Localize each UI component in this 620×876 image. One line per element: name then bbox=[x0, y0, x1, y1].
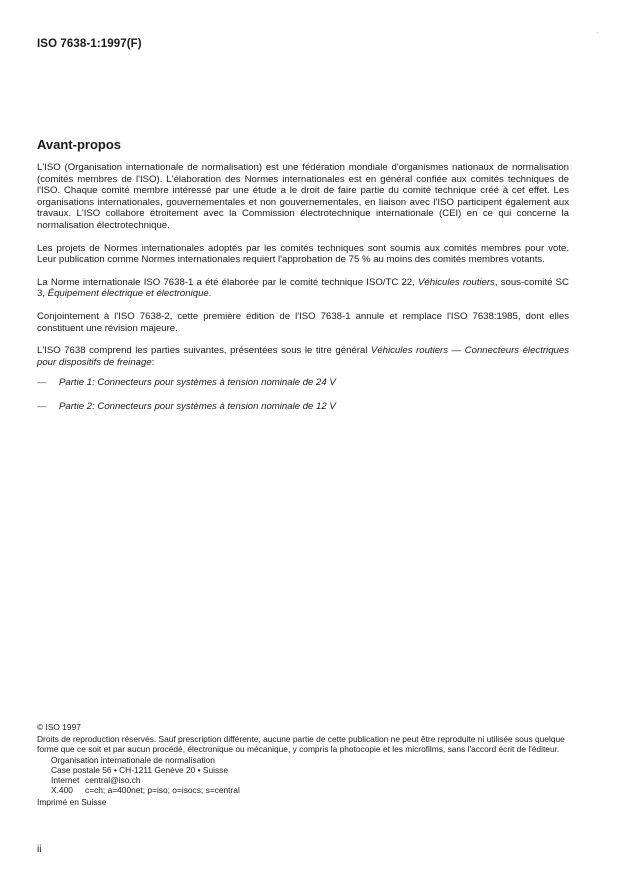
x400-row bbox=[51, 785, 577, 795]
organization-name: Organisation internationale de normalisation bbox=[51, 755, 215, 765]
rights-statement: Droits de reproduction réservés. Sauf prescription différente, aucune partie de cette publication ne peut être reproduite ni utilisée sous quelque forme que ce soit et par aucun procédé, électronique ou mécanique, y compris la photocopie et les microfilms, sans l'accord écrit de l'éditeur. bbox=[37, 734, 565, 754]
part-list-item bbox=[37, 401, 569, 413]
internet-row bbox=[51, 775, 577, 785]
paragraph-3 bbox=[37, 277, 569, 300]
paragraph-2: Les projets de Normes internationales adoptés par les comités techniques sont soumis aux comités membres pour vote. Leur publication comme Normes internationales requiert l'approbation de 75 % au moins des comités membres votants. bbox=[37, 242, 569, 266]
copyright-footer bbox=[37, 722, 577, 807]
paragraph-3-text-c: , sous-comité SC 3, bbox=[37, 276, 569, 300]
list-dash: — bbox=[37, 377, 47, 389]
paragraph-3-title-equipment: Équipement électrique et électronique bbox=[47, 288, 209, 300]
paragraph-5-general-title: Véhicules routiers — Connecteurs électriques pour dispositifs de freinage bbox=[37, 345, 569, 368]
part-1-title: Partie 1: Connecteurs pour systèmes à tension nominale de 24 V bbox=[59, 377, 336, 389]
foreword-body bbox=[37, 162, 569, 425]
paragraph-5-text-c: : bbox=[151, 356, 155, 368]
internet-address: central@iso.ch bbox=[85, 775, 141, 785]
paragraph-5 bbox=[37, 345, 569, 368]
page-number: ii bbox=[37, 844, 42, 855]
part-2-title: Partie 2: Connecteurs pour systèmes à tension nominale de 12 V bbox=[59, 400, 336, 412]
copyright-notice: © ISO 1997 bbox=[37, 722, 81, 732]
paragraph-3-text-a: La Norme internationale ISO 7638-1 a été élaborée par le comité technique ISO/TC 22, bbox=[37, 276, 419, 288]
list-dash: — bbox=[37, 400, 47, 412]
x400-label: X.400 bbox=[51, 785, 73, 795]
internet-label: Internet bbox=[51, 775, 80, 785]
paragraph-1: L'ISO (Organisation internationale de normalisation) est une fédération mondiale d'organismes nationaux de normalisation (comités membres de l'ISO). L'élaboration des Normes internationales est en général confiée aux comités techniques de l'ISO. Chaque comité membre intéressé par une étude a le droit de faire partie du comité technique créé à cet effet. Les organisations internationales, gouvernementales et non gouvernementales, en liaison avec l'ISO participent également aux travaux. L'ISO collabore étroitement avec la Commission électrotechnique internationale (CEI) en ce qui concerne la normalisation électrotechnique. bbox=[37, 162, 569, 231]
section-title: Avant-propos bbox=[37, 137, 122, 152]
paragraph-3-text-e: . bbox=[208, 288, 212, 300]
postal-address: Case postale 56 • CH-1211 Genève 20 • Suisse bbox=[51, 765, 229, 775]
paragraph-3-title-vehicles: Véhicules routiers bbox=[418, 276, 495, 288]
paragraph-4: Conjointement à l'ISO 7638-2, cette première édition de l'ISO 7638-1 annule et remplace l'ISO 7638:1985, dont elles constituent une révision majeure. bbox=[37, 310, 569, 334]
x400-address: c=ch; a=400net; p=iso; o=isocs; s=central bbox=[85, 785, 240, 795]
publisher-address bbox=[37, 755, 577, 795]
printed-in: Imprimé en Suisse bbox=[37, 797, 107, 807]
part-list-item bbox=[37, 377, 569, 389]
scan-mark bbox=[597, 32, 598, 33]
paragraph-5-text-a: L'ISO 7638 comprend les parties suivantes, présentées sous le titre général bbox=[37, 345, 371, 357]
standard-identifier: ISO 7638-1:1997(F) bbox=[37, 38, 142, 50]
